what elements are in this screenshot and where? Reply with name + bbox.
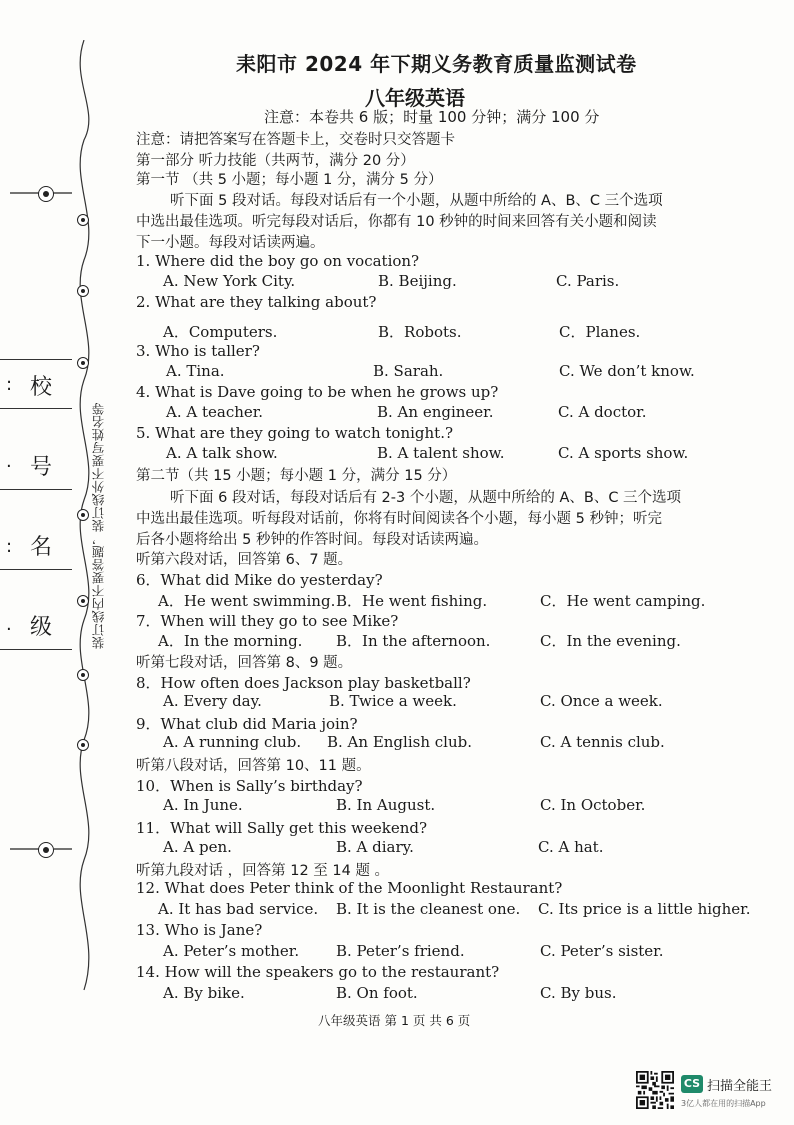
dialog-header: 听第八段对话，回答第 10、11 题。	[136, 758, 371, 774]
qr-code-icon	[636, 1071, 674, 1109]
question-stem: 1. Where did the boy go on vocation?	[136, 252, 420, 270]
question-stem: 7．When will they go to see Mike?	[136, 612, 399, 630]
option-c: C. A sports show.	[558, 444, 689, 462]
question-stem: 5. What are they going to watch tonight.?	[136, 424, 454, 442]
question-stem: 14. How will the speakers go to the restaurant?	[136, 963, 500, 981]
option-a: A. A running club.	[163, 733, 302, 751]
option-c: C. A tennis club.	[540, 733, 665, 751]
option-b: B. Sarah.	[373, 362, 444, 380]
exam-info: 注意：本卷共 6 版；时量 100 分钟；满分 100 分	[264, 108, 600, 126]
section2-instruction: 中选出最佳选项。听每段对话前，你将有时间阅读各个小题，每小题 5 秒钟；听完	[136, 511, 662, 527]
question-stem: 13. Who is Jane?	[136, 921, 263, 939]
option-a: A. A pen.	[163, 838, 232, 856]
question-stem: 8．How often does Jackson play basketball?	[136, 674, 471, 692]
section2-instruction: 后各小题将给出 5 秒钟的作答时间。每段对话读两遍。	[136, 532, 488, 548]
field-number-label: 号	[30, 455, 53, 480]
option-b: B．He went fishing.	[336, 592, 488, 610]
option-a: A．Computers.	[163, 323, 278, 341]
question-stem: 3. Who is taller?	[136, 342, 260, 360]
option-c: C. Peter’s sister.	[540, 942, 664, 960]
option-b: B. In August.	[336, 796, 436, 814]
question-stem: 2. What are they talking about?	[136, 293, 377, 311]
section1-instruction: 听下面 5 段对话。每段对话后有一个小题，从题中所给的 A、B、C 三个选项	[170, 193, 663, 209]
exam-subject: 八年级英语	[365, 86, 465, 110]
option-b: B. An English club.	[327, 733, 472, 751]
question-stem: 10．When is Sally’s birthday?	[136, 777, 363, 795]
binding-dot	[77, 739, 89, 751]
page-footer: 八年级英语 第 1 页 共 6 页	[318, 1013, 471, 1028]
option-b: B. An engineer.	[377, 403, 494, 421]
student-info-fields: : 校 · 号 : 名 . 级	[0, 356, 84, 656]
option-c: C. A doctor.	[558, 403, 647, 421]
option-c: C. A hat.	[538, 838, 604, 856]
dialog-header: 听第七段对话，回答第 8、9 题。	[136, 655, 353, 671]
option-c: C. In October.	[540, 796, 646, 814]
option-b: B. Peter’s friend.	[336, 942, 465, 960]
option-c: C. By bus.	[540, 984, 617, 1002]
option-a: A. Tina.	[166, 362, 225, 380]
binding-dot	[77, 285, 89, 297]
option-b: B. A diary.	[336, 838, 414, 856]
option-c: C．In the evening.	[540, 632, 681, 650]
binding-dot	[77, 669, 89, 681]
section1-heading: 第一节 （共 5 小题；每小题 1 分，满分 5 分）	[136, 172, 443, 188]
question-stem: 12. What does Peter think of the Moonlight Restaurant?	[136, 879, 563, 897]
part1-heading: 第一部分 听力技能（共两节，满分 20 分）	[136, 153, 415, 169]
section1-instruction: 中选出最佳选项。听完每段对话后，你都有 10 秒钟的时间来回答有关小题和阅读	[136, 214, 657, 230]
option-b: B. Twice a week.	[329, 692, 457, 710]
option-a: A. New York City.	[163, 272, 296, 290]
option-c: C. Its price is a little higher.	[538, 900, 751, 918]
option-b: B. On foot.	[336, 984, 418, 1002]
option-a: A. A teacher.	[166, 403, 264, 421]
option-a: A．In the morning.	[158, 632, 303, 650]
option-c: C. Once a week.	[540, 692, 663, 710]
question-stem: 11．What will Sally get this weekend?	[136, 819, 428, 837]
question-stem: 4. What is Dave going to be when he grows up?	[136, 383, 499, 401]
option-b: B. A talent show.	[377, 444, 505, 462]
field-name-label: 名	[30, 535, 53, 560]
binding-hole-top	[38, 186, 54, 202]
option-b: B．Robots.	[378, 323, 462, 341]
option-c: C．Planes.	[559, 323, 641, 341]
section1-instruction: 下一小题。每段对话读两遍。	[136, 235, 325, 251]
option-a: A. Every day.	[163, 692, 262, 710]
camscanner-name: 扫描全能王	[707, 1079, 773, 1094]
dialog-header: 听第六段对话，回答第 6、7 题。	[136, 552, 353, 568]
section2-instruction: 听下面 6 段对话，每段对话后有 2-3 个小题，从题中所给的 A、B、C 三个选项	[170, 490, 682, 506]
option-a: A. In June.	[163, 796, 243, 814]
section2-heading: 第二节（共 15 小题；每小题 1 分，满分 15 分）	[136, 468, 457, 484]
exam-title: 耒阳市 2024 年下期义务教育质量监测试卷	[236, 52, 637, 76]
option-b: B．In the afternoon.	[336, 632, 491, 650]
binding-dot	[77, 214, 89, 226]
field-class-label: 级	[30, 615, 53, 640]
notice: 注意：请把答案写在答题卡上，交卷时只交答题卡	[136, 132, 455, 148]
question-stem: 6．What did Mike do yesterday?	[136, 571, 383, 589]
option-a: A. A talk show.	[166, 444, 278, 462]
option-a: A. Peter’s mother.	[163, 942, 300, 960]
option-a: A. By bike.	[163, 984, 245, 1002]
field-school-label: 校	[30, 375, 53, 400]
option-c: C. We don’t know.	[559, 362, 695, 380]
camscanner-tagline: 3亿人都在用的扫描App	[681, 1099, 766, 1108]
option-b: B. Beijing.	[378, 272, 457, 290]
option-c: C．He went camping.	[540, 592, 706, 610]
option-a: A．He went swimming.	[158, 592, 336, 610]
camscanner-logo: CS	[681, 1075, 703, 1093]
question-stem: 9．What club did Maria join?	[136, 715, 358, 733]
dialog-header: 听第九段对话 ，回答第 12 至 14 题 。	[136, 863, 390, 879]
option-a: A. It has bad service.	[158, 900, 319, 918]
binding-warning: 装订线内不要答题，装订线外不要写姓名等	[91, 402, 106, 649]
option-b: B. It is the cleanest one.	[336, 900, 521, 918]
option-c: C. Paris.	[556, 272, 620, 290]
binding-hole-bottom	[38, 842, 54, 858]
